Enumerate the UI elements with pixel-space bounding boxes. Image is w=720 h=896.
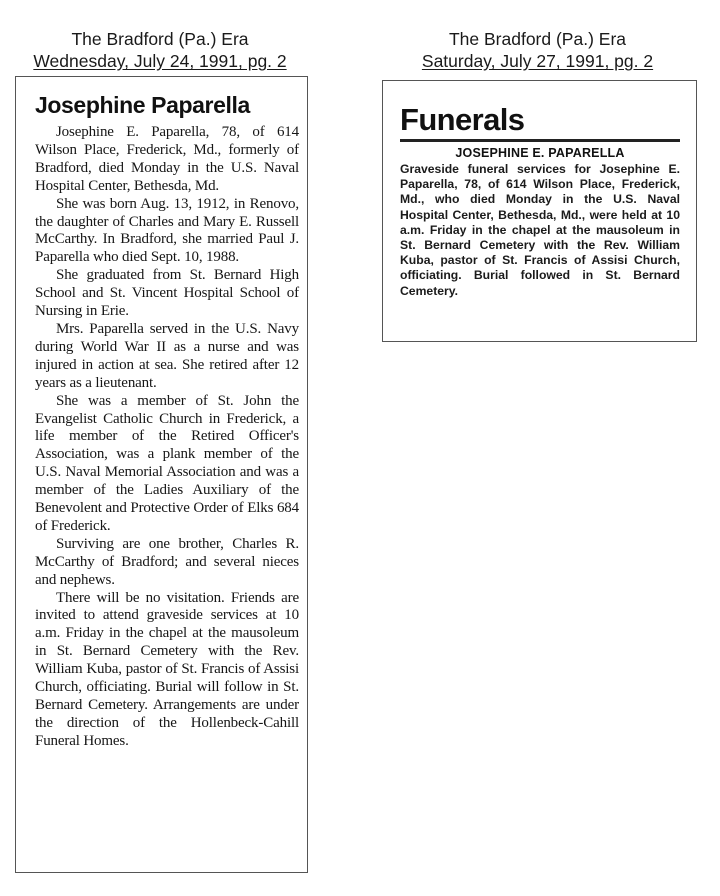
left-caption	[10, 28, 310, 72]
obituary-body	[35, 124, 299, 751]
right-caption	[380, 28, 695, 72]
funerals-clipping	[382, 80, 697, 342]
obituary-paragraph: There will be no visitation. Friends are invited to attend graveside services at 10 a.m. Friday in the chapel at the mausoleum in St. Bernard Cemetery with the Rev. William Kuba, pastor of St. Francis of Assisi Church, officiating. Burial will follow in St. Bernard Cemetery. Arrangements are under the direction of the Hollenbeck-Cahill Funeral Homes.	[35, 589, 299, 749]
right-caption-paper: The Bradford (Pa.) Era	[448, 29, 627, 49]
left-caption-date: Wednesday, July 24, 1991, pg. 2	[33, 51, 287, 71]
obituary-paragraph: She was a member of St. John the Evangelist Catholic Church in Frederick, a life member of the Retired Officer's Association, was a plank member of the U.S. Naval Memorial Association and was a member of the Ladies Auxiliary of the Benevolent and Protective Order of Elks 684 of Frederick.	[35, 392, 299, 534]
funerals-heading-rule	[400, 139, 680, 142]
obituary-paragraph: She graduated from St. Bernard High School and St. Vincent Hospital School of Nursing in Erie.	[35, 267, 299, 320]
obituary-paragraph: She was born Aug. 13, 1912, in Renovo, the daughter of Charles and Mary E. Russell McCarthy. In Bradford, she married Paul J. Paparella who died Sept. 10, 1988.	[35, 195, 299, 266]
funerals-name: JOSEPHINE E. PAPARELLA	[455, 146, 625, 160]
obituary-paragraph: Mrs. Paparella served in the U.S. Navy during World War II as a nurse and was injured in action at sea. She retired after 12 years as a lieutenant.	[35, 320, 299, 391]
left-caption-paper: The Bradford (Pa.) Era	[71, 29, 249, 49]
funerals-body: Graveside funeral services for Josephine E. Paparella, 78, of 614 Wilson Place, Frederick, Md., who died Monday in the U.S. Naval Hospital Center, Bethesda, Md., were held at 10 a.m. Friday in the chapel at the mausoleum in St. Bernard Cemetery with the Rev. William Kuba, pastor of St. Francis of Assisi Church, officiating. Burial followed in St. Bernard Cemetery.	[400, 162, 680, 298]
obituary-paragraph: Surviving are one brother, Charles R. McCarthy of Bradford; and several nieces and nephews.	[35, 535, 299, 588]
funerals-section-heading: Funerals	[400, 102, 525, 137]
obituary-clipping	[15, 76, 308, 873]
obituary-headline: Josephine Paparella	[35, 92, 250, 118]
right-caption-date: Saturday, July 27, 1991, pg. 2	[421, 51, 654, 71]
obituary-paragraph: Josephine E. Paparella, 78, of 614 Wilson Place, Frederick, Md., formerly of Bradford, died Monday in the U.S. Naval Hospital Center, Bethesda, Md.	[35, 124, 299, 194]
